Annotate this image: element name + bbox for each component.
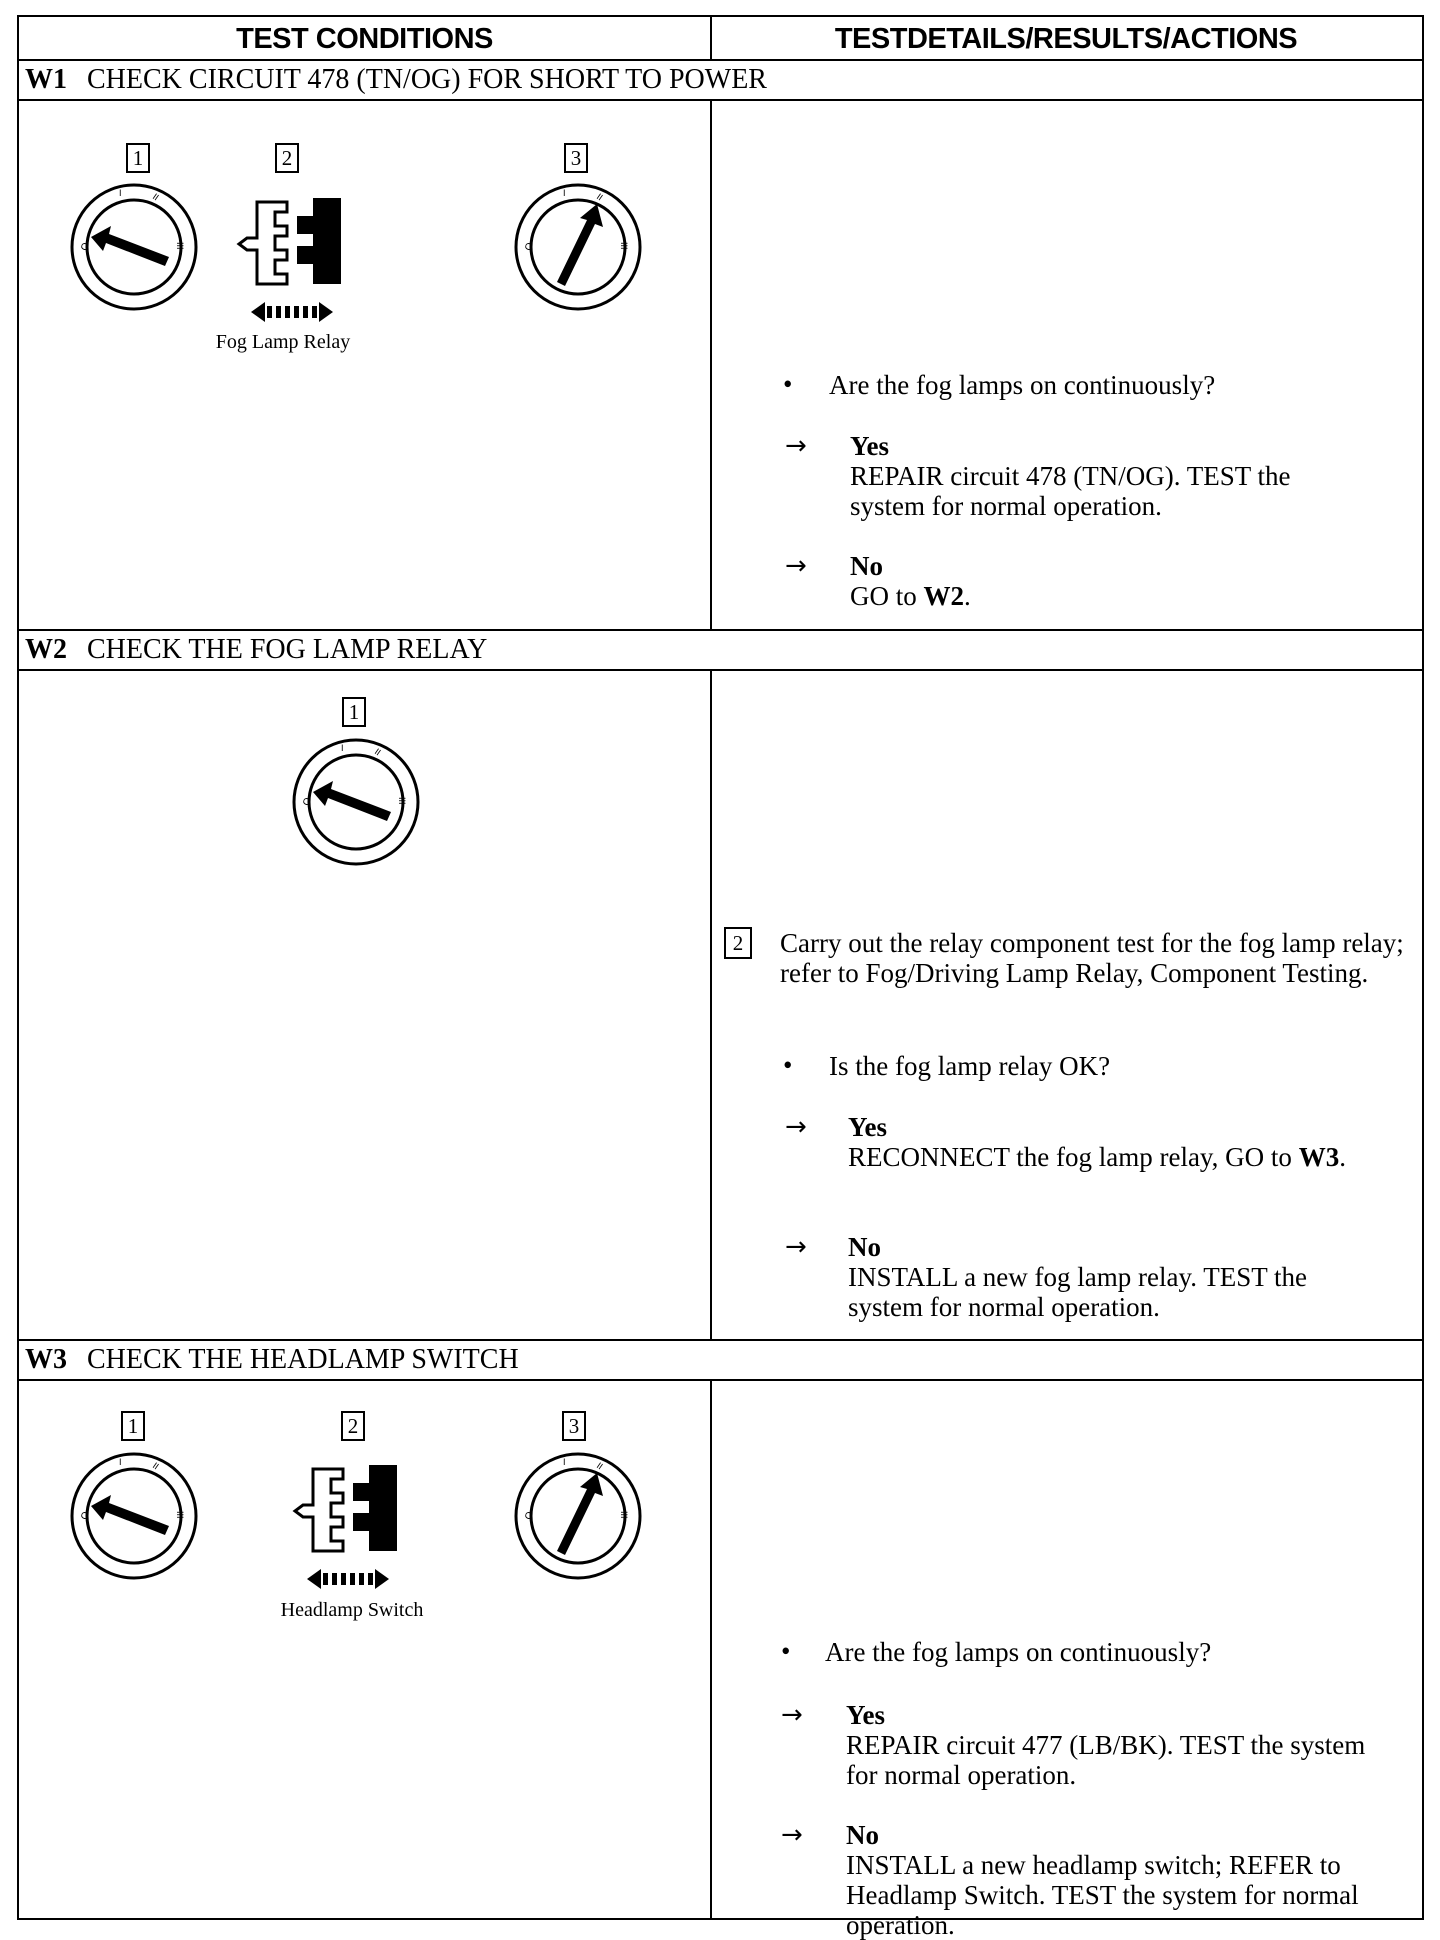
step-reference: W3 [1298,1142,1340,1172]
no-action-text: INSTALL a new headlamp switch; REFER to Headlamp Switch. TEST the system for normal operation. [846,1850,1359,1940]
instruction-text: Carry out the relay component test for the fog lamp relay; refer to Fog/Driving Lamp Relay, Component Testing. [780,928,1404,988]
yes-action-text: REPAIR circuit 477 (LB/BK). TEST the system for normal operation. [846,1730,1366,1790]
ignition-switch-run-icon [513,1451,643,1581]
ignition-switch-off-icon [69,1451,199,1581]
no-action-prefix: GO to [850,581,917,611]
step-number-box: 2 [724,927,752,959]
ignition-switch-run-icon [513,182,643,312]
question-text: Is the fog lamp relay OK? [829,1051,1111,1081]
step-number-box: 1 [121,1411,145,1441]
svg-text:O: O [79,241,93,253]
svg-text:O: O [523,1510,537,1522]
yes-action-suffix: . [1339,1142,1346,1172]
arrow-icon: → [785,1232,807,1262]
arrow-icon: → [781,1820,803,1850]
step-id: W1 [25,64,67,95]
illustration-caption: Headlamp Switch [280,1599,424,1621]
step-title-w1 [25,61,767,99]
svg-text:III: III [619,1511,629,1519]
svg-text:II: II [372,746,383,758]
svg-text:I: I [341,743,344,753]
svg-text:II: II [150,1460,161,1472]
svg-text:III: III [619,242,629,250]
divider [19,669,1422,671]
step-number-box: 2 [341,1411,365,1441]
svg-text:I: I [563,188,566,198]
no-label: No [846,1820,879,1850]
step-reference: W2 [923,581,964,611]
svg-text:O: O [79,1510,93,1522]
step-heading: CHECK THE FOG LAMP RELAY [87,634,488,665]
step-title-w3 [25,1341,519,1379]
column-divider [710,17,712,61]
step-number-box: 3 [562,1411,586,1441]
divider [19,99,1422,101]
no-action-suffix: . [964,581,971,611]
column-divider [710,1379,712,1918]
no-label: No [848,1232,881,1262]
svg-text:O: O [301,796,315,808]
question-text: Are the fog lamps on continuously? [825,1637,1212,1667]
connector-disconnect-icon [229,182,349,332]
svg-text:III: III [175,242,185,250]
arrow-icon: → [781,1700,803,1730]
step-title-w2 [25,631,487,669]
svg-text:III: III [397,797,407,805]
arrow-icon: → [785,1112,807,1142]
bullet-glyph: • [783,1050,793,1080]
step-heading: CHECK CIRCUIT 478 (TN/OG) FOR SHORT TO POWER [87,64,767,95]
step-number-box: 1 [126,143,150,173]
yes-action-prefix: RECONNECT the fog lamp relay, GO to [848,1142,1292,1172]
no-label: No [850,551,883,581]
arrow-icon: → [785,431,807,461]
svg-text:II: II [150,191,161,203]
svg-text:II: II [594,191,605,203]
yes-label: Yes [850,431,889,461]
no-action-text: INSTALL a new fog lamp relay. TEST the system for normal operation. [848,1262,1307,1322]
svg-text:I: I [119,1457,122,1467]
svg-text:O: O [523,241,537,253]
bullet-glyph: • [781,1636,791,1666]
yes-label: Yes [846,1700,885,1730]
arrow-icon: → [785,551,807,581]
yes-action-text [848,1142,1368,1172]
svg-text:III: III [175,1511,185,1519]
header-test-conditions: TEST CONDITIONS [236,22,493,55]
svg-text:II: II [594,1460,605,1472]
illustration-caption: Fog Lamp Relay [215,331,351,353]
diagnostic-test-table [17,15,1424,1940]
step-id: W2 [25,634,67,665]
column-divider [710,99,712,631]
no-action-text [850,581,971,611]
ignition-switch-off-icon [69,182,199,312]
step-heading: CHECK THE HEADLAMP SWITCH [87,1344,519,1375]
connector-disconnect-icon [285,1449,405,1599]
step-id: W3 [25,1344,67,1375]
question-text: Are the fog lamps on continuously? [829,370,1216,400]
step-number-box: 1 [342,697,366,727]
ignition-switch-off-icon [291,737,421,867]
step-number-box: 3 [564,143,588,173]
yes-label: Yes [848,1112,887,1142]
divider [19,1379,1422,1381]
header-test-details: TESTDETAILS/RESULTS/ACTIONS [834,22,1298,55]
svg-text:I: I [119,188,122,198]
step-number-box: 2 [275,143,299,173]
svg-text:I: I [563,1457,566,1467]
column-divider [710,669,712,1341]
bullet-glyph: • [783,369,793,399]
yes-action-text: REPAIR circuit 478 (TN/OG). TEST the system for normal operation. [850,461,1291,521]
